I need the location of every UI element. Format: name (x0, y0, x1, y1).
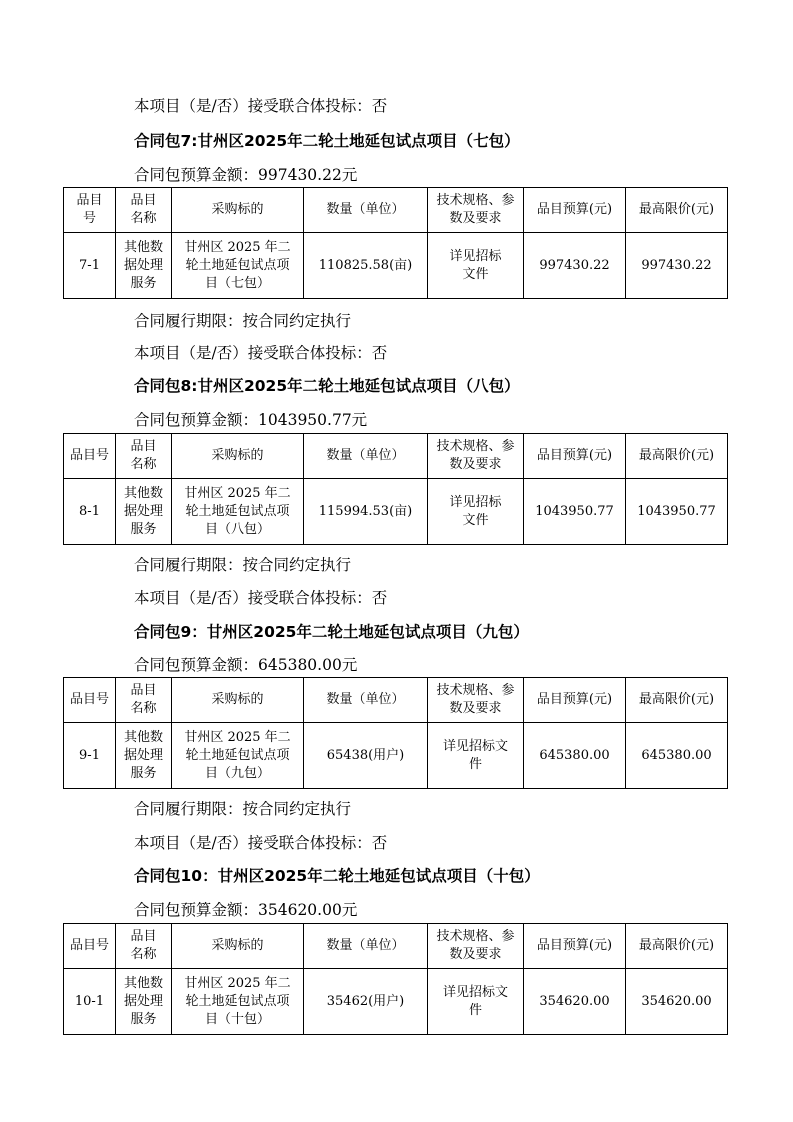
consortium-note: 本项目（是/否）接受联合体投标：否 (134, 834, 388, 852)
package-title: 合同包7:甘州区2025年二轮土地延包试点项目（七包） (134, 132, 520, 150)
header-budget: 品目预算(元) (524, 678, 626, 723)
cell-budget: 354620.00 (524, 969, 626, 1035)
cell-item-no: 9-1 (64, 723, 116, 789)
cell-target: 甘州区 2025 年二 轮土地延包试点项 目（九包） (172, 723, 304, 789)
contract-term: 合同履行期限：按合同约定执行 (134, 312, 352, 330)
header-spec: 技术规格、参 数及要求 (428, 434, 524, 479)
cell-spec: 详见招标 文件 (428, 233, 524, 299)
header-quantity: 数量（单位） (304, 924, 428, 969)
cell-quantity: 65438(用户) (304, 723, 428, 789)
header-item-no: 品目号 (64, 924, 116, 969)
header-max-price: 最高限价(元) (626, 434, 728, 479)
header-item-no: 品目 号 (64, 188, 116, 233)
cell-spec: 详见招标文 件 (428, 969, 524, 1035)
header-target: 采购标的 (172, 188, 304, 233)
header-target: 采购标的 (172, 924, 304, 969)
package-table (63, 677, 728, 789)
cell-max-price: 1043950.77 (626, 479, 728, 545)
table-header-row (64, 924, 728, 969)
table-row (64, 969, 728, 1035)
table-header-row (64, 678, 728, 723)
table-header-row (64, 434, 728, 479)
cell-item-no: 7-1 (64, 233, 116, 299)
header-budget: 品目预算(元) (524, 434, 626, 479)
header-target: 采购标的 (172, 434, 304, 479)
cell-quantity: 115994.53(亩) (304, 479, 428, 545)
cell-max-price: 997430.22 (626, 233, 728, 299)
cell-max-price: 645380.00 (626, 723, 728, 789)
header-max-price: 最高限价(元) (626, 678, 728, 723)
header-quantity: 数量（单位） (304, 678, 428, 723)
header-item-name: 品目 名称 (116, 678, 172, 723)
package-budget: 合同包预算金额：997430.22元 (134, 166, 358, 184)
package-budget: 合同包预算金额：645380.00元 (134, 656, 358, 674)
cell-target: 甘州区 2025 年二 轮土地延包试点项 目（七包） (172, 233, 304, 299)
consortium-note: 本项目（是/否）接受联合体投标：否 (134, 344, 388, 362)
package-budget: 合同包预算金额：354620.00元 (134, 901, 358, 919)
table-row (64, 723, 728, 789)
header-quantity: 数量（单位） (304, 188, 428, 233)
contract-term: 合同履行期限：按合同约定执行 (134, 556, 352, 574)
cell-target: 甘州区 2025 年二 轮土地延包试点项 目（八包） (172, 479, 304, 545)
header-spec: 技术规格、参 数及要求 (428, 188, 524, 233)
header-item-name: 品目 名称 (116, 188, 172, 233)
header-item-name: 品目 名称 (116, 924, 172, 969)
cell-item-no: 8-1 (64, 479, 116, 545)
consortium-note: 本项目（是/否）接受联合体投标：否 (134, 97, 388, 115)
cell-quantity: 110825.58(亩) (304, 233, 428, 299)
package-table (63, 433, 728, 545)
header-budget: 品目预算(元) (524, 188, 626, 233)
header-spec: 技术规格、参 数及要求 (428, 678, 524, 723)
header-quantity: 数量（单位） (304, 434, 428, 479)
cell-item-no: 10-1 (64, 969, 116, 1035)
header-item-name: 品目 名称 (116, 434, 172, 479)
package-budget: 合同包预算金额：1043950.77元 (134, 411, 368, 429)
package-table (63, 187, 728, 299)
cell-max-price: 354620.00 (626, 969, 728, 1035)
header-max-price: 最高限价(元) (626, 188, 728, 233)
cell-quantity: 35462(用户) (304, 969, 428, 1035)
table-row (64, 479, 728, 545)
cell-item-name: 其他数 据处理 服务 (116, 969, 172, 1035)
cell-budget: 645380.00 (524, 723, 626, 789)
cell-target: 甘州区 2025 年二 轮土地延包试点项 目（十包） (172, 969, 304, 1035)
cell-item-name: 其他数 据处理 服务 (116, 233, 172, 299)
cell-budget: 997430.22 (524, 233, 626, 299)
package-title: 合同包8:甘州区2025年二轮土地延包试点项目（八包） (134, 377, 520, 395)
header-max-price: 最高限价(元) (626, 924, 728, 969)
table-header-row (64, 188, 728, 233)
header-budget: 品目预算(元) (524, 924, 626, 969)
cell-spec: 详见招标文 件 (428, 723, 524, 789)
header-spec: 技术规格、参 数及要求 (428, 924, 524, 969)
table-row (64, 233, 728, 299)
header-item-no: 品目号 (64, 434, 116, 479)
package-title: 合同包9：甘州区2025年二轮土地延包试点项目（九包） (134, 623, 529, 641)
header-target: 采购标的 (172, 678, 304, 723)
contract-term: 合同履行期限：按合同约定执行 (134, 800, 352, 818)
cell-item-name: 其他数 据处理 服务 (116, 723, 172, 789)
header-item-no: 品目号 (64, 678, 116, 723)
cell-budget: 1043950.77 (524, 479, 626, 545)
consortium-note: 本项目（是/否）接受联合体投标：否 (134, 589, 388, 607)
cell-item-name: 其他数 据处理 服务 (116, 479, 172, 545)
package-title: 合同包10：甘州区2025年二轮土地延包试点项目（十包） (134, 867, 540, 885)
package-table (63, 923, 728, 1035)
cell-spec: 详见招标 文件 (428, 479, 524, 545)
